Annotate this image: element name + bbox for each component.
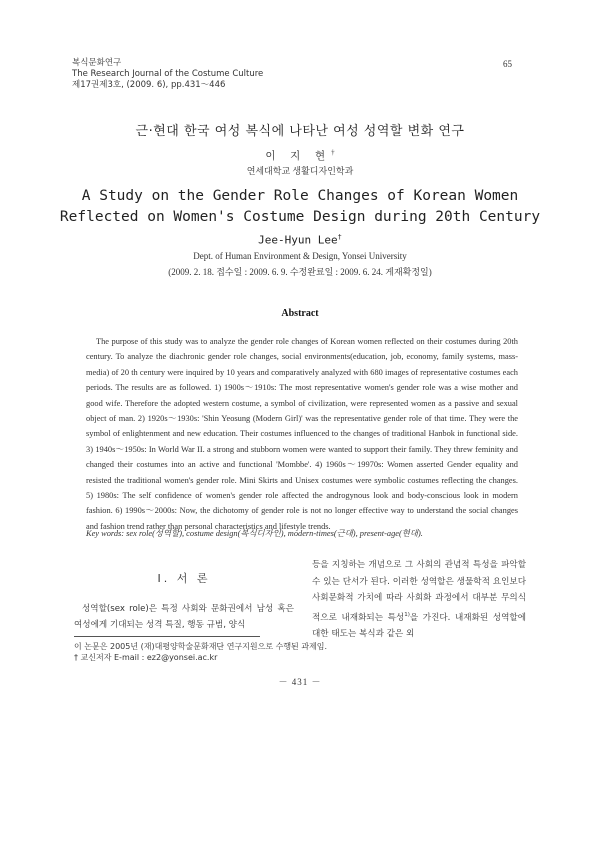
paper-title-english-line2: Reflected on Women's Costume Design during 20th Century — [59, 209, 541, 225]
author-english-marker: † — [337, 233, 342, 241]
page-footer-number: － 431 － — [278, 677, 322, 687]
author-corresponding-marker: † — [331, 148, 335, 157]
intro-right-text-before: 등을 지칭하는 개념으로 그 사회의 관념적 특성을 파악할 수 있는 단서가 된다. 이러한 성역할은 생물학적 요인보다 사회문화적 가치에 따라 사회화 과정에서 대부분 무의식적으로 내재화되는 특성 — [312, 560, 526, 623]
journal-korean-name: 복식문화연구 — [72, 58, 122, 68]
paper-title-english-line1: A Study on the Gender Role Changes of Korean Women — [81, 188, 519, 204]
author-korean — [0, 148, 600, 163]
footnote-reference: 1) — [404, 611, 410, 618]
author-korean-name: 이 지 현 — [265, 151, 332, 162]
section-heading-introduction: Ⅰ. 서 론 — [157, 572, 211, 585]
abstract-body: The purpose of this study was to analyze the gender role changes of Korean women reflected on their costumes during 20th century. To analyze the diachronic gender role changes, social environments(education, job, economy, family systems, mass-media) of 20 th century were inquired by 10 years and comparatively analyzed with 680 images of representative costumes each periods. The results are as followed. 1) 1900s～1910s: The most representative women's gender role was a wise mother and good wife. Therefore the adopted western costume, a symbol of civilization, were represented women as a passive and sexual object of man. 2) 1920s～1930s: 'Shin Yeosung (Modern Girl)' was the representative gender role of that time. They were the symbol of enlightenment and new education. Their costumes influenced to the changes of traditional Hanbok in functional side. 3) 1940s～1950s: In World War II. a strong and stubborn women were wanted to support their family. They threw feminity and changed their costumes into an active and functional 'Mombbe'. 4) 1960s～19970s: Women asserted Gender equality and resisted the traditional women's gender role. Mini Skirts and Unisex costumes were symbolic costumes reflecting the changes. 5) 1980s: The self confidence of women's gender role affected the androgynous look and body-conscious look in modern fashion. 6) 1990s～2000s: Now, the dichotomy of gender role is not no longer effective way to understand the social changes and fashion trend rather than personal characteristics and lifestyle trends. — [86, 337, 518, 531]
abstract-heading: Abstract — [281, 308, 319, 319]
journal-page-number: 65 — [503, 59, 512, 69]
footnote-corresponding-author: † 교신저자 E-mail : ez2@yonsei.ac.kr — [74, 653, 218, 662]
submission-dates: (2009. 2. 18. 접수일 : 2009. 6. 9. 수정완료일 : 2009. 6. 24. 게재확정일) — [168, 267, 432, 277]
footnote-funding: 이 논문은 2005년 (재)대평양학술문화재단 연구지원으로 수행된 과제임. — [74, 642, 328, 651]
intro-left-column-text: 성역할(sex role)은 특정 사회와 문화권에서 남성 혹은 여성에게 기대되는 성격 특질, 행동 규범, 양식 — [74, 604, 294, 630]
intro-right-column-text — [312, 557, 526, 642]
author-english — [0, 233, 600, 247]
paper-title-korean: 근·현대 한국 여성 복식에 나타난 여성 성역할 변화 연구 — [135, 124, 465, 139]
affiliation-korean: 연세대학교 생활디자인학과 — [246, 166, 354, 176]
affiliation-english: Dept. of Human Environment & Design, Yonsei University — [193, 251, 407, 261]
paper-title-english — [0, 186, 600, 228]
journal-english-name: The Research Journal of the Costume Culture — [72, 69, 264, 79]
keywords-line: Key words: sex role(성역할), costume design(복식디자인), modern-times(근대), present-age(현대). — [86, 529, 423, 538]
author-english-name: Jee-Hyun Lee — [258, 233, 338, 247]
footnote-divider — [74, 636, 260, 637]
intro-right-text-after: 을 가진다. 내재화된 성역할에 대한 태도는 복식과 같은 외 — [312, 612, 527, 639]
journal-volume-line: 제17권제3호, (2009. 6), pp.431～446 — [72, 80, 226, 90]
